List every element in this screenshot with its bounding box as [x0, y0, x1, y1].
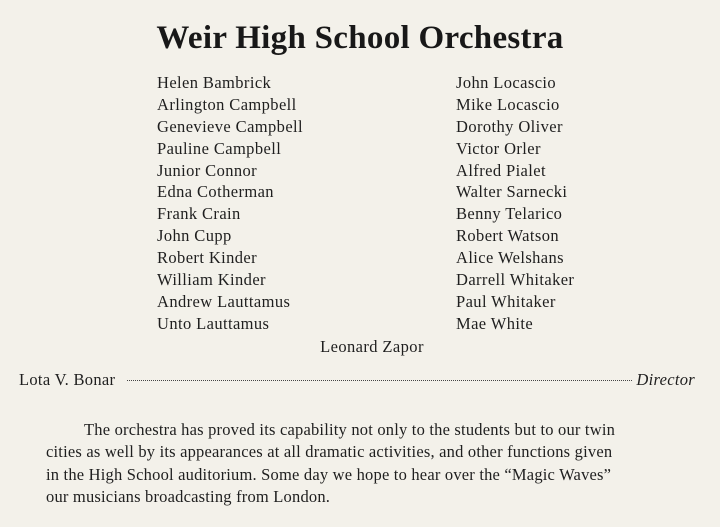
member-list-right	[456, 72, 574, 335]
member-name: Edna Cotherman	[157, 182, 274, 202]
member-name: Frank Crain	[157, 204, 241, 224]
member-name: John Locascio	[456, 73, 557, 92]
member-name: Dorothy Oliver	[456, 116, 563, 136]
paragraph-line: The orchestra has proved its capability not only to the students but to our twin	[84, 420, 616, 439]
member-name: Robert Watson	[456, 226, 560, 246]
member-name: Benny Telarico	[456, 204, 563, 224]
paragraph-line: our musicians broadcasting from London.	[46, 487, 331, 507]
member-name: Pauline Campbell	[157, 138, 282, 158]
member-name: Unto Lauttamus	[157, 313, 270, 333]
member-name: Alfred Pialet	[456, 160, 546, 180]
member-name: Paul Whitaker	[456, 291, 556, 311]
member-name: Mike Locascio	[456, 94, 560, 114]
member-list-left	[157, 72, 303, 335]
member-name: Robert Kinder	[157, 248, 258, 268]
director-name: Lota V. Bonar	[19, 370, 116, 389]
member-name: John Cupp	[157, 226, 232, 246]
member-name: Arlington Campbell	[157, 94, 297, 114]
member-name: Darrell Whitaker	[456, 270, 575, 290]
dot-leader	[127, 380, 632, 381]
member-name: Victor Orler	[456, 138, 541, 158]
paragraph-line: in the High School auditorium. Some day we hope to hear over the “Magic Waves”	[46, 464, 612, 484]
director-line	[19, 370, 695, 390]
member-name: Mae White	[456, 313, 534, 333]
member-name: Andrew Lauttamus	[157, 291, 291, 311]
paragraph-line: cities as well by its appearances at all dramatic activities, and other functions given	[46, 442, 613, 462]
member-name-center: Leonard Zapor	[320, 337, 424, 356]
member-name: Genevieve Campbell	[157, 116, 304, 136]
director-role: Director	[636, 370, 695, 389]
member-name: Helen Bambrick	[157, 73, 272, 92]
member-name: Walter Sarnecki	[456, 182, 568, 202]
page-title: Weir High School Orchestra	[156, 20, 564, 56]
description-paragraph	[46, 419, 696, 509]
member-name: Alice Welshans	[456, 248, 564, 268]
member-name: Junior Connor	[157, 160, 258, 180]
member-name: William Kinder	[157, 270, 266, 290]
